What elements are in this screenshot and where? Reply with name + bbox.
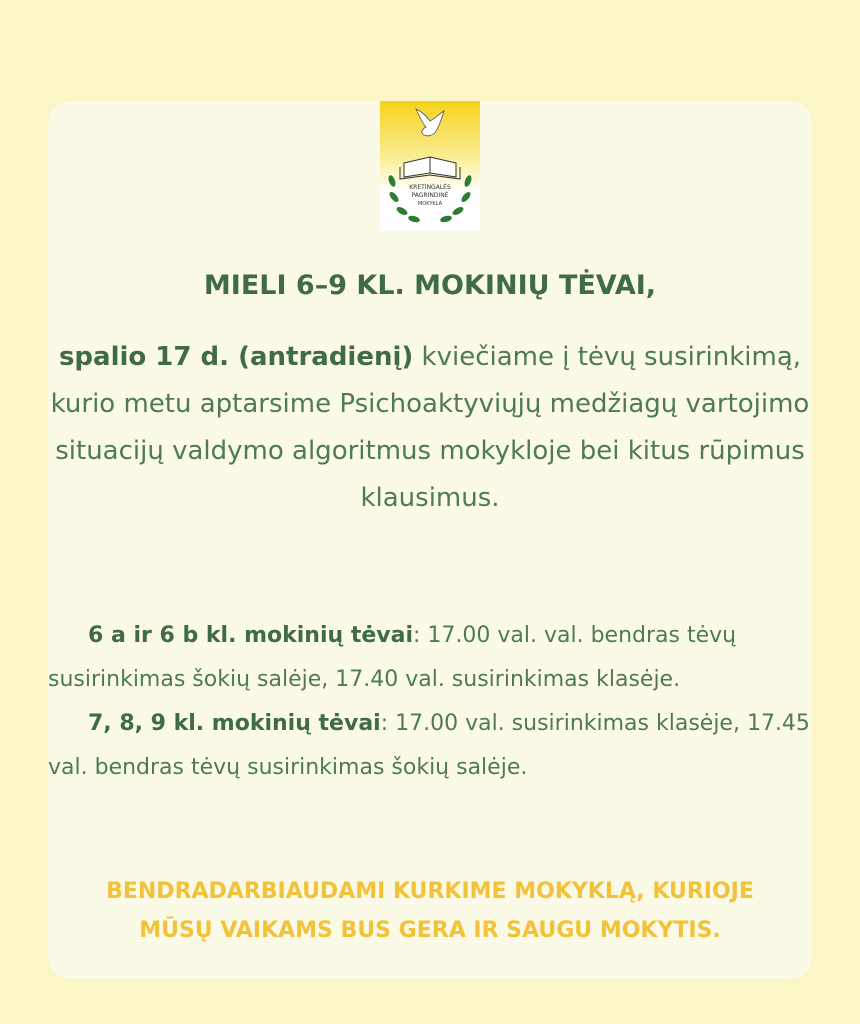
group-label: 7, 8, 9 kl. mokinių tėvai <box>88 711 381 736</box>
closing-line-1: BENDRADARBIAUDAMI KURKIME MOKYKLĄ, KURIOJE <box>106 879 754 904</box>
schedule-group <box>48 702 812 790</box>
closing-line-2: MŪSŲ VAIKAMS BUS GERA IR SAUGU MOKYTIS. <box>139 918 721 943</box>
schedule-group <box>48 614 812 702</box>
group-text: : 17.00 val. susirinkimas klasėje, 17.45 val. bendras tėvų susirinkimas šokių salėje. <box>48 711 810 780</box>
logo-line-1: KRETINGALĖS <box>409 184 451 191</box>
closing-message <box>0 872 860 950</box>
invitation-body: kviečiame į tėvų susirinkimą, kurio metu aptarsime Psichoaktyviųjų medžiagų vartojimo situacijų valdymo algoritmus mokykloje bei kitus rūpimus klausimus. <box>50 342 810 513</box>
group-text: : 17.00 val. val. bendras tėvų susirinkimas šokių salėje, 17.40 val. susirinkimas klasėje. <box>48 623 737 692</box>
announcement-card <box>48 101 812 979</box>
schedule-details <box>48 614 812 790</box>
meeting-date: spalio 17 d. (antradienį) <box>58 342 414 372</box>
logo-line-3: MOKYKLA <box>417 201 443 207</box>
group-label: 6 a ir 6 b kl. mokinių tėvai <box>88 623 413 648</box>
invitation-text <box>48 334 812 522</box>
school-logo <box>380 101 480 231</box>
logo-line-2: PAGRINDINĖ <box>411 192 449 199</box>
page-title: MIELI 6–9 KL. MOKINIŲ TĖVAI, <box>203 270 657 301</box>
